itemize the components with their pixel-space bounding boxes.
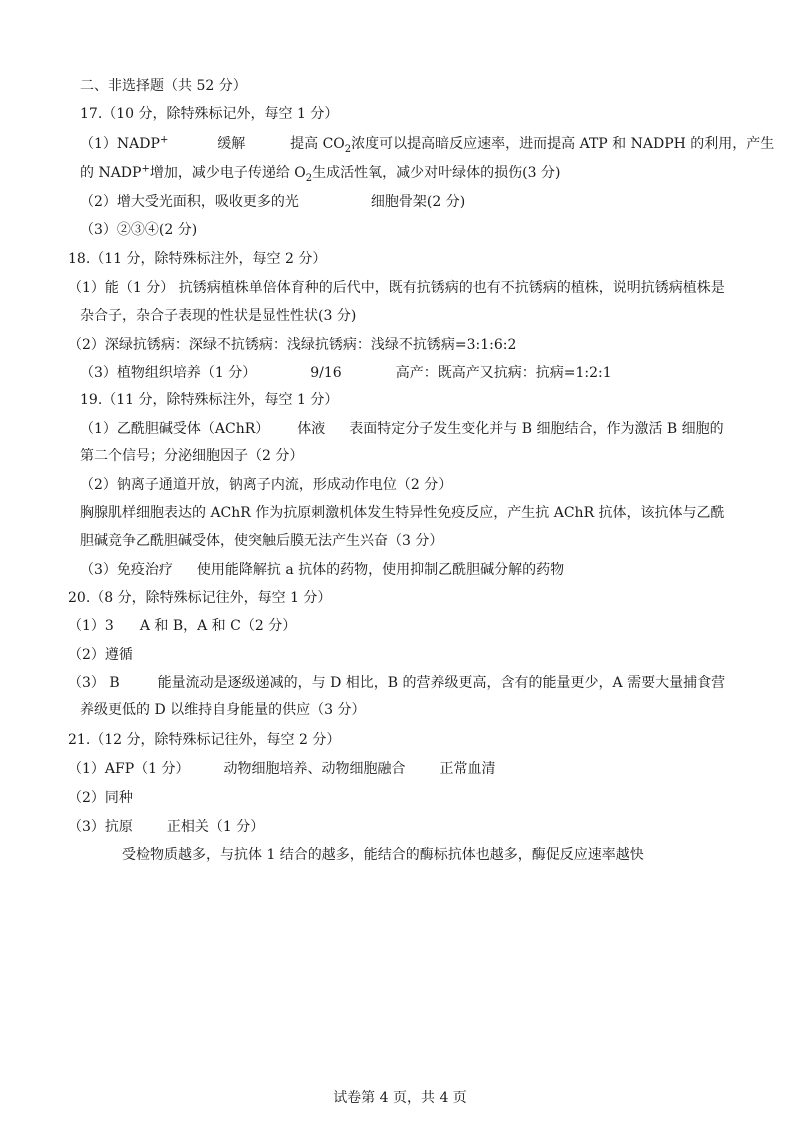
q19-answer-2-line-3: 胆碱竞争乙酰胆碱受体，使突触后膜无法产生兴奋（3 分） [80,533,444,549]
q19-answer-2-line-1: （2）钠离子通道开放，钠离子内流，形成动作电位（2 分） [80,477,453,493]
q20-answer-2: （2）遵循 [68,647,133,663]
q17-header: 17.（10 分，除特殊标记外，每空 1 分） [80,106,339,122]
q20-answer-3-line-1: （3） B 能量流动是逐级递减的，与 D 相比，B 的营养级更高，含有的能量更少，A 需要大量捕食营 [68,675,726,691]
q18-answer-3: （3）植物组织培养（1 分） 9/16 高产：既高产又抗病：抗病=1:2:1 [80,365,612,381]
q17-a1-term-3: 提高 $CO_2$浓度可以提高暗反应速率，进而提高 ATP 和 NADPH 的利用，产生 [290,136,775,155]
section-title: 二、非选择题（共 52 分） [80,78,247,94]
q18-answer-1-line-2: 杂合子，杂合子表现的性状是显性性状(3 分) [80,308,357,324]
q19-answer-3: （3）免疫治疗 使用能降解抗 a 抗体的药物，使用抑制乙酰胆碱分解的药物 [80,562,565,578]
q21-answer-3-line-1: （3）抗原 正相关（1 分） [68,819,265,835]
q20-answer-3-line-2: 养级更低的 D 以维持自身能量的供应（3 分） [80,702,366,718]
q17-a1-term-2: 缓解 [217,136,246,152]
q20-header: 20.（8 分，除特殊标记往外，每空 1 分） [68,590,332,606]
q17-answer-1-line-2: 的 NADP+增加，减少电子传递给 $O_2$生成活性氧，减少对叶绿体的损伤(3 分) [80,163,561,184]
q17-answer-3: （3）②③④(2 分) [80,222,198,238]
q18-header: 18.（11 分，除特殊标注外，每空 2 分） [68,251,327,267]
q19-answer-2-line-2: 胸腺肌样细胞表达的 AChR 作为抗原刺激机体发生特异性免疫反应，产生抗 AChR 抗体，该抗体与乙酰 [80,505,725,521]
q17-answer-2: （2）增大受光面积，吸收更多的光 细胞骨架(2 分) [80,194,466,210]
q18-answer-2: （2）深绿抗锈病：深绿不抗锈病：浅绿抗锈病：浅绿不抗锈病=3:1:6:2 [68,337,517,353]
q17-a1-num: （1） [80,136,117,152]
q17-a1-term-1: NADP+ [116,134,169,152]
q19-answer-1-line-1: （1）乙酰胆碱受体（AChR） 体液 表面特定分子发生变化并与 B 细胞结合，作为激活 B 细胞的 [80,421,724,437]
q19-answer-1-line-2: 第二个信号；分泌细胞因子（2 分） [80,448,304,464]
q21-answer-1: （1）AFP（1 分） 动物细胞培养、动物细胞融合 正常血清 [68,761,496,777]
q21-answer-2: （2）同种 [68,790,133,806]
q17-answer-1-line-1 [80,134,774,154]
q19-header: 19.（11 分，除特殊标注外，每空 1 分） [80,392,339,408]
page-footer: 试卷第 4 页，共 4 页 [333,1090,467,1106]
q20-answer-1: （1）3 A 和 B，A 和 C（2 分） [68,618,297,634]
q21-answer-3-line-2: 受检物质越多，与抗体 1 结合的越多，能结合的酶标抗体也越多，酶促反应速率越快 [122,847,644,863]
q18-answer-1-line-1: （1）能（1 分） 抗锈病植株单倍体育种的后代中，既有抗锈病的也有不抗锈病的植株，说明抗锈病植株是 [68,280,725,296]
q21-header: 21.（12 分，除特殊标记往外，每空 2 分） [68,732,341,748]
